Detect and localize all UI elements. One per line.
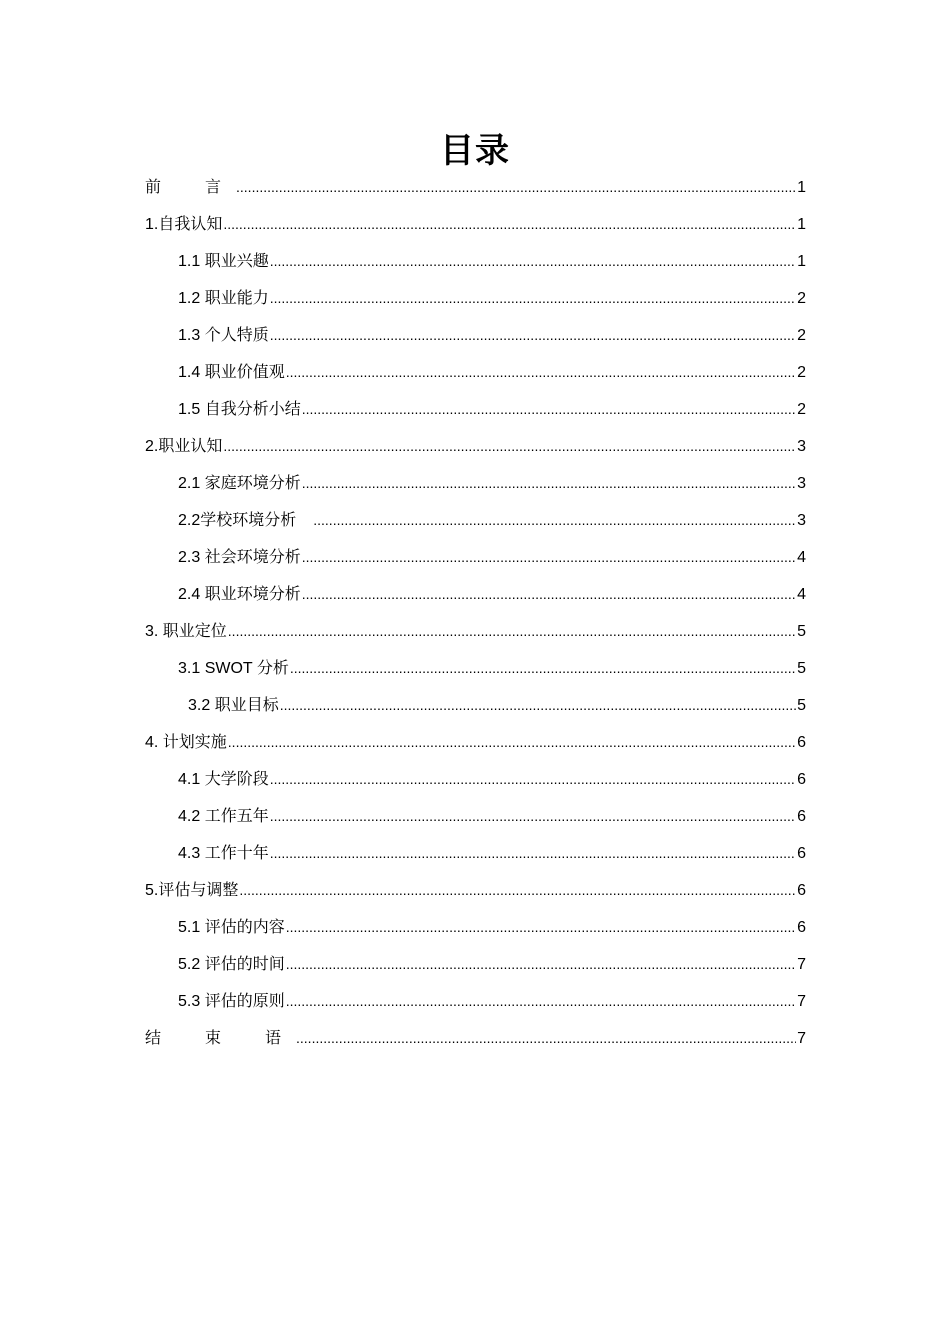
toc-entry-section-2-4[interactable] [178,580,806,608]
toc-entry-page: 1 [797,216,806,233]
toc-entry-label: 5.3 评估的原则 [178,993,285,1010]
toc-entry-page: 5 [797,697,806,714]
toc-entry-page: 5 [797,623,806,640]
toc-entry-label: 2.3 社会环境分析 [178,549,301,566]
toc-entry-section-4-2[interactable] [178,802,806,830]
dot-leader [286,913,796,941]
toc-entry-section-3-2[interactable] [188,691,806,719]
toc-entry-section-4-1[interactable] [178,765,806,793]
toc-entry-page: 7 [797,956,806,973]
dot-leader [228,617,796,645]
toc-entry-page: 2 [797,290,806,307]
dot-leader [223,210,796,238]
toc-entry-label: 4.2 工作五年 [178,808,269,825]
toc-entry-label: 2.4 职业环境分析 [178,586,301,603]
toc-entry-page: 4 [797,549,806,566]
toc-entry-page: 7 [797,993,806,1010]
toc-entry-label: 1.2 职业能力 [178,290,269,307]
toc-entry-label: 前 言 [145,179,236,196]
dot-leader [223,432,796,460]
toc-entry-label: 5.评估与调整 [145,882,239,899]
toc-entry-page: 4 [797,586,806,603]
toc-entry-page: 6 [797,919,806,936]
dot-leader [286,950,796,978]
dot-leader [296,1024,796,1052]
toc-entry-label: 1.4 职业价值观 [178,364,285,381]
toc-entry-label: 4.1 大学阶段 [178,771,269,788]
toc-entry-label: 1.3 个人特质 [178,327,269,344]
toc-entry-section-3[interactable] [145,617,806,645]
toc-entry-section-1-4[interactable] [178,358,806,386]
dot-leader [228,728,796,756]
toc-entry-conclusion[interactable] [145,1024,806,1052]
toc-entry-section-5-1[interactable] [178,913,806,941]
toc-entry-page: 2 [797,327,806,344]
toc-entry-page: 6 [797,882,806,899]
toc-entry-section-2[interactable] [145,432,806,460]
dot-leader [302,469,796,497]
toc-entry-label: 4. 计划实施 [145,734,227,751]
dot-leader [236,173,796,201]
toc-entry-page: 1 [797,179,806,196]
toc-entry-label: 2.1 家庭环境分析 [178,475,301,492]
dot-leader [270,802,796,830]
dot-leader [286,358,796,386]
toc-entry-label: 结 束 语 [145,1030,296,1047]
toc-entry-page: 2 [797,364,806,381]
toc-entry-preface[interactable] [145,173,806,201]
dot-leader [286,987,796,1015]
toc-entry-section-5-2[interactable] [178,950,806,978]
toc-entry-section-2-1[interactable] [178,469,806,497]
toc-entry-label: 3.1 SWOT 分析 [178,660,289,677]
toc-entry-page: 6 [797,808,806,825]
toc-entry-section-2-2[interactable] [178,506,806,534]
toc-entry-section-1-5[interactable] [178,395,806,423]
toc-entry-page: 3 [797,475,806,492]
toc-entry-label: 1.5 自我分析小结 [178,401,301,418]
toc-entry-label: 1.自我认知 [145,216,223,233]
page-title: 目录 [440,131,510,171]
dot-leader [280,691,796,719]
dot-leader [302,395,796,423]
dot-leader [270,247,796,275]
dot-leader [302,543,796,571]
dot-leader [270,284,796,312]
toc-entry-label: 5.2 评估的时间 [178,956,285,973]
toc-entry-page: 6 [797,845,806,862]
toc-entry-page: 6 [797,734,806,751]
dot-leader [302,580,796,608]
dot-leader [290,654,796,682]
toc-entry-section-3-1[interactable] [178,654,806,682]
toc-entry-section-5-3[interactable] [178,987,806,1015]
toc-entry-label: 4.3 工作十年 [178,845,269,862]
toc-entry-label: 2.职业认知 [145,438,223,455]
dot-leader [270,765,796,793]
toc-entry-section-1[interactable] [145,210,806,238]
toc-entry-section-2-3[interactable] [178,543,806,571]
toc-entry-page: 2 [797,401,806,418]
toc-entry-page: 7 [797,1030,806,1047]
toc-entry-label: 3.2 职业目标 [188,697,279,714]
toc-entry-section-1-2[interactable] [178,284,806,312]
toc-entry-page: 3 [797,512,806,529]
toc-entry-section-5[interactable] [145,876,806,904]
dot-leader [270,839,796,867]
toc-entry-page: 1 [797,253,806,270]
toc-entry-label: 2.2学校环境分析 [178,512,313,529]
dot-leader [239,876,796,904]
toc-entry-label: 5.1 评估的内容 [178,919,285,936]
toc-entry-section-1-1[interactable] [178,247,806,275]
toc-entry-page: 5 [797,660,806,677]
toc-entry-page: 6 [797,771,806,788]
toc-entry-section-4[interactable] [145,728,806,756]
toc-entry-section-4-3[interactable] [178,839,806,867]
toc-entry-label: 1.1 职业兴趣 [178,253,269,270]
toc-entry-label: 3. 职业定位 [145,623,227,640]
toc-entry-page: 3 [797,438,806,455]
toc-entry-section-1-3[interactable] [178,321,806,349]
dot-leader [270,321,796,349]
dot-leader [313,506,796,534]
